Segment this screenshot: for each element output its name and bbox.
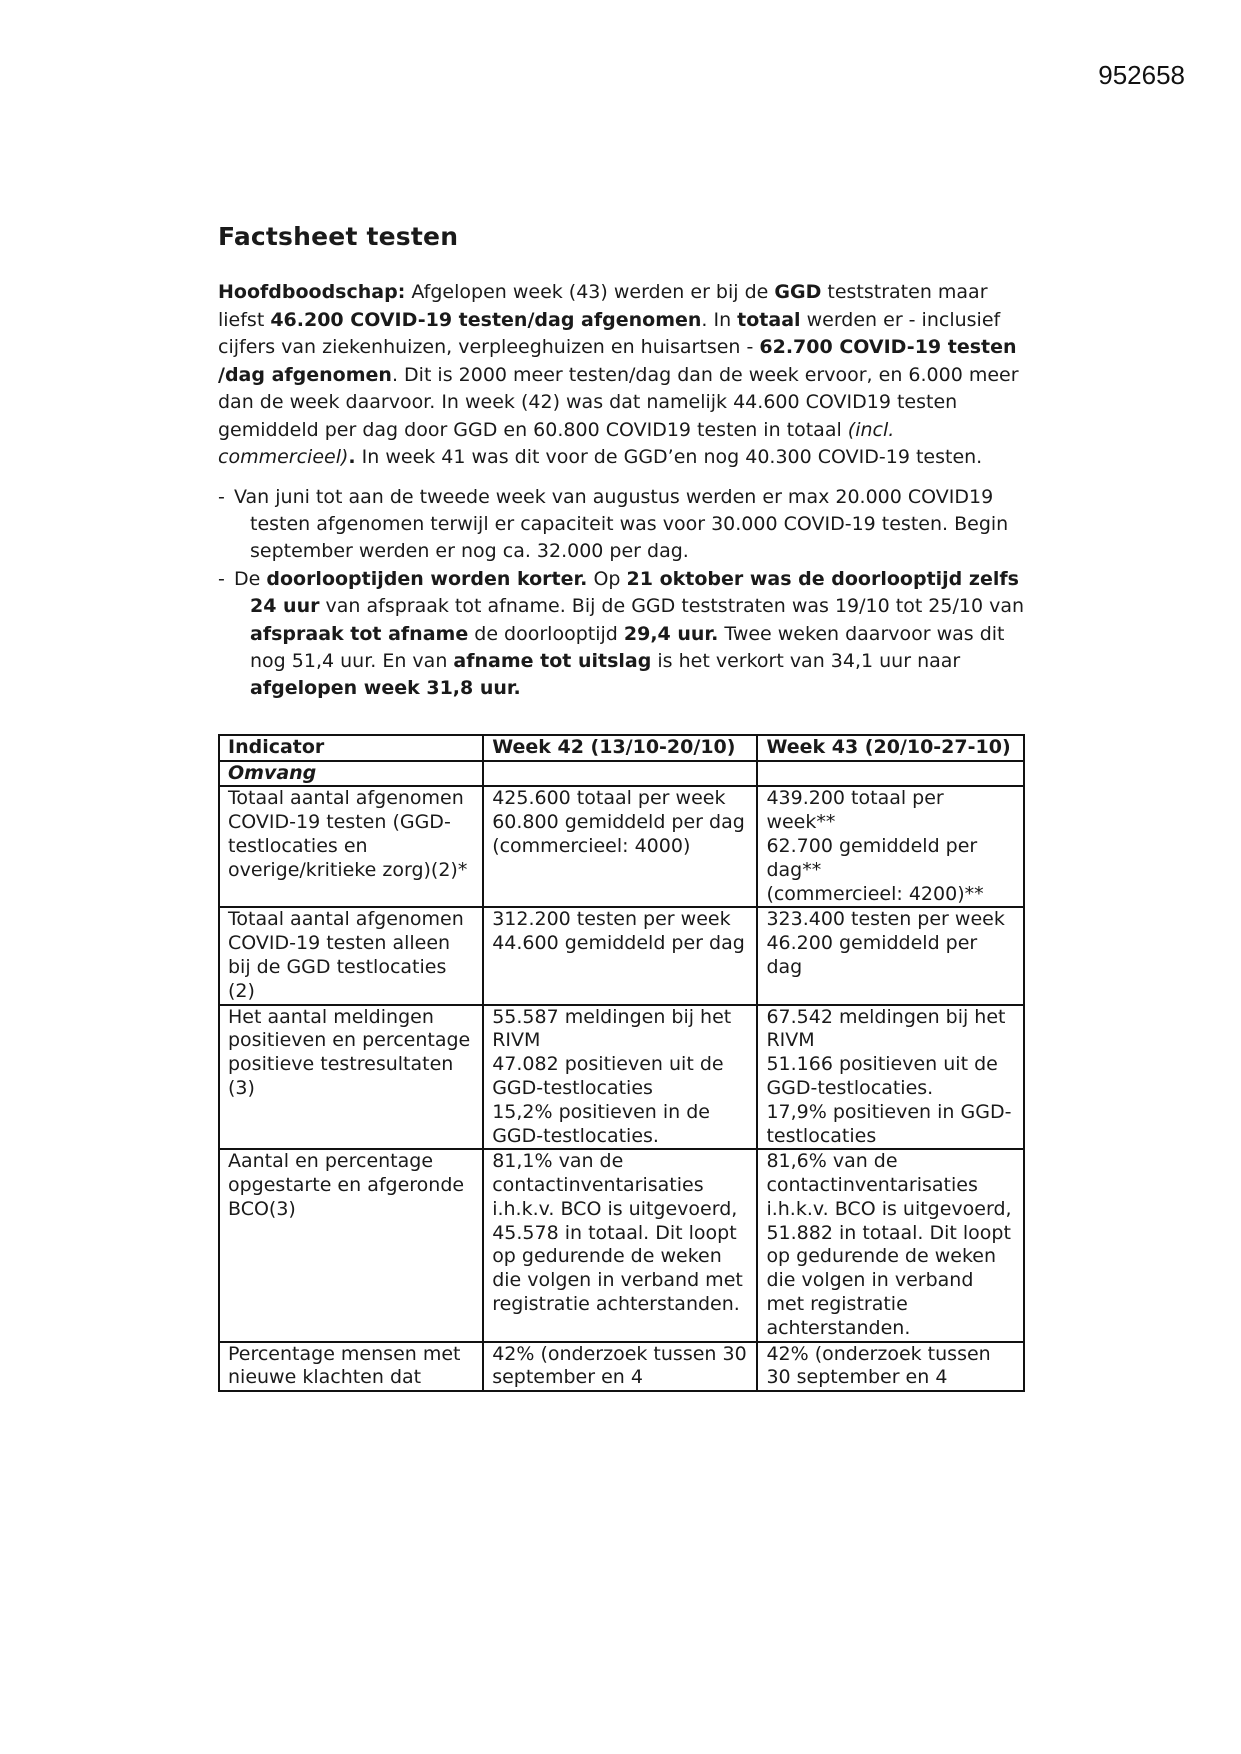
indicator-cell: Totaal aantal afgenomen COVID-19 testen alleen bij de GGD testlocaties (2): [219, 907, 483, 1004]
cell-line: 46.200 gemiddeld per dag: [766, 932, 978, 978]
intro-bold-4: 62.700 COVID-19 testen /dag afgenomen: [218, 336, 1017, 386]
intro-text-6: In week 41 was dit voor de GGD’en nog 40.300 COVID-19 testen.: [355, 446, 983, 468]
bullet-2-bold-5: afname tot uitslag: [453, 649, 652, 672]
week-42-cell: [483, 1005, 757, 1150]
bullet-list: [218, 484, 1028, 703]
page-content: [218, 222, 1028, 1392]
bullet-2-bold-6: afgelopen week 31,8 uur.: [250, 677, 521, 700]
document-id: 952658: [1098, 60, 1185, 90]
lead-label: Hoofdboodschap:: [218, 281, 406, 303]
indicator-cell: Het aantal meldingen positieven en percentage positieve testresultaten (3): [219, 1005, 483, 1150]
intro-bold-2: 46.200 COVID-19 testen/dag afgenomen: [270, 308, 702, 331]
intro-bold-5: .: [348, 446, 356, 468]
cell-line: 55.587 meldingen bij het RIVM: [492, 1005, 732, 1052]
table-row: [219, 1005, 1024, 1150]
section-row: [219, 761, 1024, 787]
intro-text-5: . Dit is 2000 meer testen/dag dan de week ervoor, en 6.000 meer dan de week daarvoor. In week (42) was dat namelijk 44.600 COVID19 testen gemiddeld per dag door GGD en 60.800 COVID19 testen in totaal: [218, 363, 1019, 441]
week-43-cell: [757, 1149, 1024, 1341]
indicator-cell: Percentage mensen met nieuwe klachten dat: [219, 1342, 483, 1392]
week-42-cell: [483, 786, 757, 907]
indicator-table: [218, 734, 1025, 1393]
bullet-2-text-5: Twee weken daarvoor was dit nog 51,4 uur. En van: [250, 622, 1005, 672]
bullet-2-bold-2: 21 oktober was de doorlooptijd zelfs 24 uur: [250, 567, 1019, 618]
bullet-1-text: Van juni tot aan de tweede week van augustus werden er max 20.000 COVID19 testen afgenomen terwijl er capaciteit was voor 30.000 COVID-19 testen. Begin september werden er nog ca. 32.000 per dag.: [234, 485, 1009, 563]
cell-line: 60.800 gemiddeld per dag: [492, 811, 745, 834]
week-42-cell: [483, 1342, 757, 1392]
bullet-2-text-1: De: [234, 567, 267, 590]
section-label: Omvang: [219, 761, 483, 787]
cell-line: 425.600 totaal per week: [492, 787, 726, 810]
cell-line: 15,2% positieven in de GGD-testlocaties.: [492, 1100, 710, 1147]
cell-line: 312.200 testen per week: [492, 908, 731, 931]
cell-line: 17,9% positieven in GGD-testlocaties: [766, 1100, 1012, 1147]
cell-line: 51.166 positieven uit de GGD-testlocaties.: [766, 1053, 998, 1099]
header-indicator: Indicator: [219, 735, 483, 761]
intro-italic-1: (incl. commercieel): [218, 418, 895, 468]
week-42-cell: [483, 907, 757, 1004]
bullet-2-text-3: van afspraak tot afname. Bij de GGD teststraten was 19/10 tot 25/10 van: [319, 595, 1025, 618]
intro-text-2: teststraten maar liefst: [218, 281, 988, 331]
bullet-dash: -: [218, 485, 225, 508]
bullet-2-bold-4: 29,4 uur.: [623, 622, 719, 645]
intro-bold-3: totaal: [737, 308, 801, 331]
cell-line: 323.400 testen per week: [766, 908, 1005, 931]
intro-text-4: werden er - inclusief cijfers van ziekenhuizen, verpleeghuizen en huisartsen -: [218, 308, 1001, 358]
cell-line: (commercieel: 4200)**: [766, 882, 984, 905]
cell-line: 81,1% van de contactinventarisaties i.h.k.v. BCO is uitgevoerd, 45.578 in totaal. Dit loopt op gedurende de weken die volgen in verband met registratie achterstanden.: [492, 1150, 743, 1316]
bullet-item-2: [218, 566, 1028, 703]
week-43-cell: [757, 1005, 1024, 1150]
cell-line: 439.200 totaal per week**: [766, 787, 944, 834]
bullet-2-bold-3: afspraak tot afname: [250, 622, 469, 645]
indicator-cell: Totaal aantal afgenomen COVID-19 testen (GGD-testlocaties en overige/kritieke zorg)(2)*: [219, 786, 483, 907]
bullet-2-text-4: de doorlooptijd: [468, 622, 624, 645]
table-row: [219, 907, 1024, 1004]
intro-paragraph: [218, 279, 1028, 472]
table-header-row: [219, 735, 1024, 761]
intro-text-3: . In: [701, 308, 738, 331]
cell-line: 42% (onderzoek tussen 30 september en 4: [766, 1342, 991, 1389]
cell-line: 67.542 meldingen bij het RIVM: [766, 1005, 1006, 1052]
empty-cell: [757, 761, 1024, 787]
bullet-dash: -: [218, 567, 225, 590]
empty-cell: [483, 761, 757, 787]
cell-line: 42% (onderzoek tussen 30 september en 4: [492, 1342, 747, 1389]
page-title: Factsheet testen: [218, 222, 459, 251]
week-42-cell: [483, 1149, 757, 1341]
week-43-cell: [757, 786, 1024, 907]
bullet-2-text-2: Op: [587, 567, 627, 590]
cell-line: 44.600 gemiddeld per dag: [492, 932, 745, 955]
table-row: [219, 786, 1024, 907]
intro-bold-1: GGD: [774, 281, 822, 303]
cell-line: 47.082 positieven uit de GGD-testlocaties: [492, 1053, 724, 1099]
header-week-42: Week 42 (13/10-20/10): [483, 735, 757, 761]
bullet-2-bold-1: doorlooptijden worden korter.: [266, 567, 588, 590]
intro-text-1: Afgelopen week (43) werden er bij de: [405, 281, 775, 303]
cell-line: 81,6% van de contactinventarisaties i.h.k.v. BCO is uitgevoerd, 51.882 in totaal. Dit loopt op gedurende de weken die volgen in verband met registratie achterstanden.: [766, 1150, 1012, 1339]
indicator-cell: Aantal en percentage opgestarte en afgeronde BCO(3): [219, 1149, 483, 1341]
cell-line: 62.700 gemiddeld per dag**: [766, 834, 978, 881]
table-row: [219, 1149, 1024, 1341]
table-row: [219, 1342, 1024, 1392]
bullet-item-1: [218, 484, 1028, 566]
cell-line: (commercieel: 4000): [492, 834, 691, 857]
bullet-2-text-6: is het verkort van 34,1 uur naar: [651, 649, 961, 672]
week-43-cell: [757, 1342, 1024, 1392]
week-43-cell: [757, 907, 1024, 1004]
header-week-43: Week 43 (20/10-27-10): [757, 735, 1024, 761]
